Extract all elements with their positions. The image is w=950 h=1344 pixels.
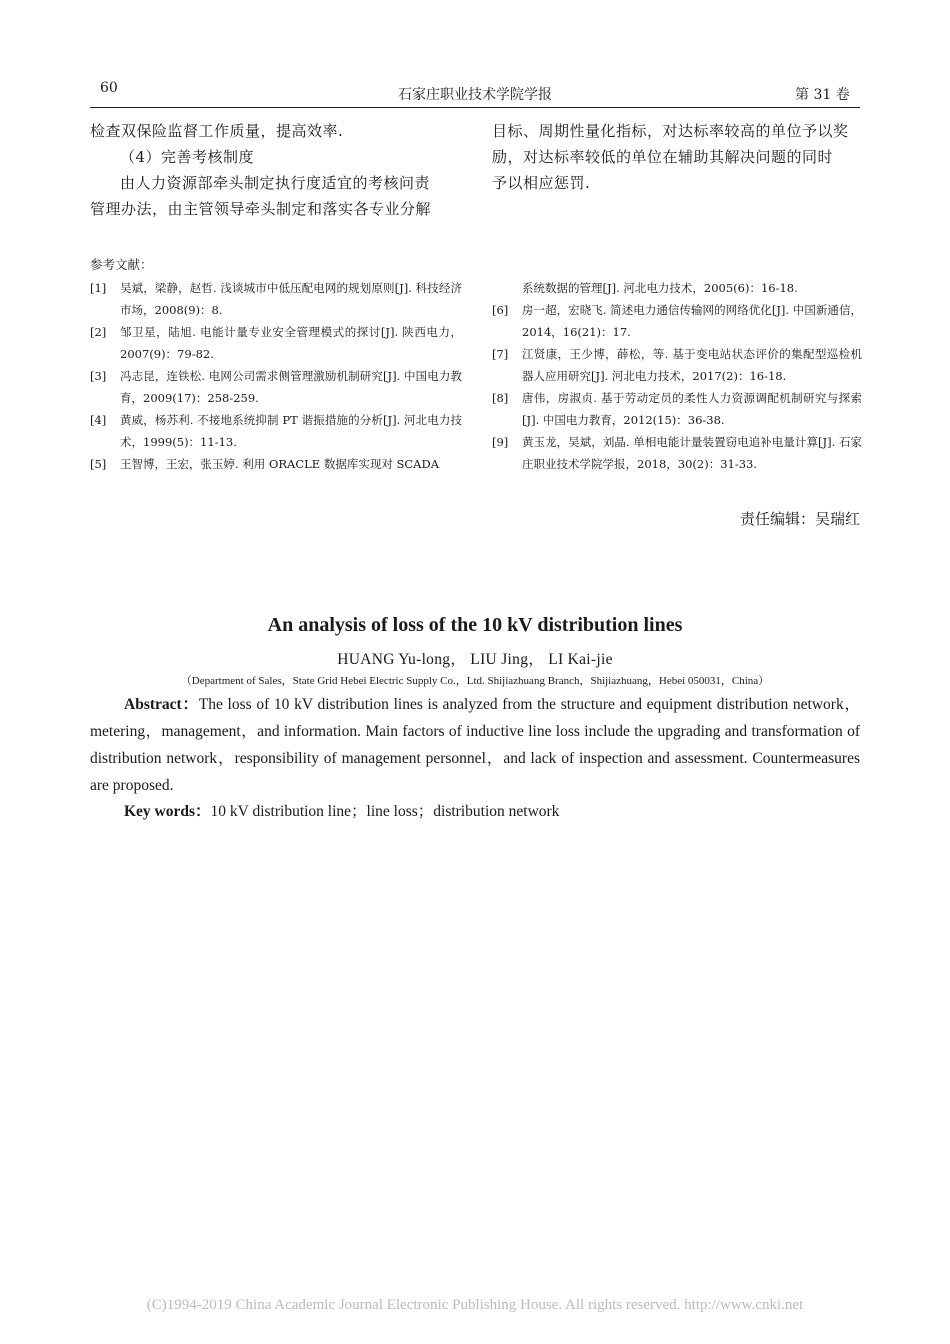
reference-item: [4] 黄威，杨苏利. 不接地系统抑制 PT 谐振措施的分析[J]. 河北电力技术，1999(5)：11-13. bbox=[90, 413, 462, 449]
english-keywords bbox=[90, 798, 860, 825]
body-line: 由人力资源部牵头制定执行度适宜的考核问责 bbox=[120, 174, 431, 192]
header-rule bbox=[90, 107, 860, 108]
body-left-column bbox=[90, 118, 462, 222]
abstract-text: The loss of 10 kV distribution lines is analyzed from the structure and equipment distribution network，metering，management，and information. Main factors of inductive line loss include the upgrading and transformation of distribution network，responsibility of management personnel，and lack of inspection and assessment. Countermeasures are proposed. bbox=[90, 696, 860, 794]
volume-label: 第 31 卷 bbox=[795, 87, 850, 103]
references-right bbox=[492, 277, 862, 475]
reference-item: [6] 房一超，宏晓飞. 简述电力通信传输网的网络优化[J]. 中国新通信，2014，16(21)：17. bbox=[492, 303, 862, 339]
section-heading: （4）完善考核制度 bbox=[120, 148, 255, 166]
reference-item: [9] 黄玉龙，吴斌，刘晶. 单相电能计量装置窃电追补电量计算[J]. 石家庄职业技术学院学报，2018，30(2)：31-33. bbox=[492, 435, 862, 471]
english-affiliation: （Department of Sales，State Grid Hebei Electric Supply Co.，Ltd. Shijiazhuang Branch，Shijiazhuang，Hebei 050031，China） bbox=[180, 675, 770, 687]
body-line: 目标、周期性量化指标，对达标率较高的单位予以奖 bbox=[492, 122, 849, 140]
journal-title: 石家庄职业技术学院学报 bbox=[398, 87, 552, 103]
reference-item: [1] 吴斌，梁静，赵哲. 浅谈城市中低压配电网的规划原则[J]. 科技经济市场，2008(9)：8. bbox=[90, 281, 462, 317]
body-line: 励，对达标率较低的单位在辅助其解决问题的同时 bbox=[492, 148, 834, 166]
reference-item: [8] 唐伟，房淑贞. 基于劳动定员的柔性人力资源调配机制研究与探索[J]. 中国电力教育，2012(15)：36-38. bbox=[492, 391, 862, 427]
keywords-text: 10 kV distribution line；line loss；distribution network bbox=[210, 803, 560, 820]
english-authors: HUANG Yu-long， LIU Jing， LI Kai-jie bbox=[337, 651, 613, 668]
english-title: An analysis of loss of the 10 kV distribution lines bbox=[267, 614, 683, 636]
reference-item: [5] 王智博，王宏，张玉婷. 利用 ORACLE 数据库实现对 SCADA bbox=[90, 457, 440, 471]
reference-continuation: 系统数据的管理[J]. 河北电力技术，2005(6)：16-18. bbox=[522, 281, 798, 295]
responsible-editor: 责任编辑：吴瑞红 bbox=[739, 510, 860, 528]
copyright-footer: (C)1994-2019 China Academic Journal Electronic Publishing House. All rights reserved. http://www.cnki.net bbox=[146, 1297, 804, 1313]
page-number: 60 bbox=[100, 80, 118, 96]
english-abstract bbox=[90, 691, 860, 799]
reference-item: [7] 江贤康，王少博，薛松，等. 基于变电站状态评价的集配型巡检机器人应用研究[J]. 河北电力技术，2017(2)：16-18. bbox=[492, 347, 862, 383]
reference-item: [3] 冯志昆，连铁松. 电网公司需求侧管理激励机制研究[J]. 中国电力教育，2009(17)：258-259. bbox=[90, 369, 462, 405]
references-title: 参考文献： bbox=[90, 257, 153, 272]
abstract-label: Abstract： bbox=[124, 696, 199, 713]
keywords-label: Key words： bbox=[124, 803, 211, 820]
references-left bbox=[90, 277, 462, 475]
reference-item: [2] 邹卫星，陆旭. 电能计量专业安全管理模式的探讨[J]. 陕西电力，2007(9)：79-82. bbox=[90, 325, 462, 361]
body-line: 予以相应惩罚. bbox=[492, 174, 591, 192]
body-right-column bbox=[492, 118, 862, 196]
body-line: 管理办法，由主管领导牵头制定和落实各专业分解 bbox=[90, 200, 432, 218]
body-line: 检查双保险监督工作质量，提高效率. bbox=[90, 122, 344, 140]
